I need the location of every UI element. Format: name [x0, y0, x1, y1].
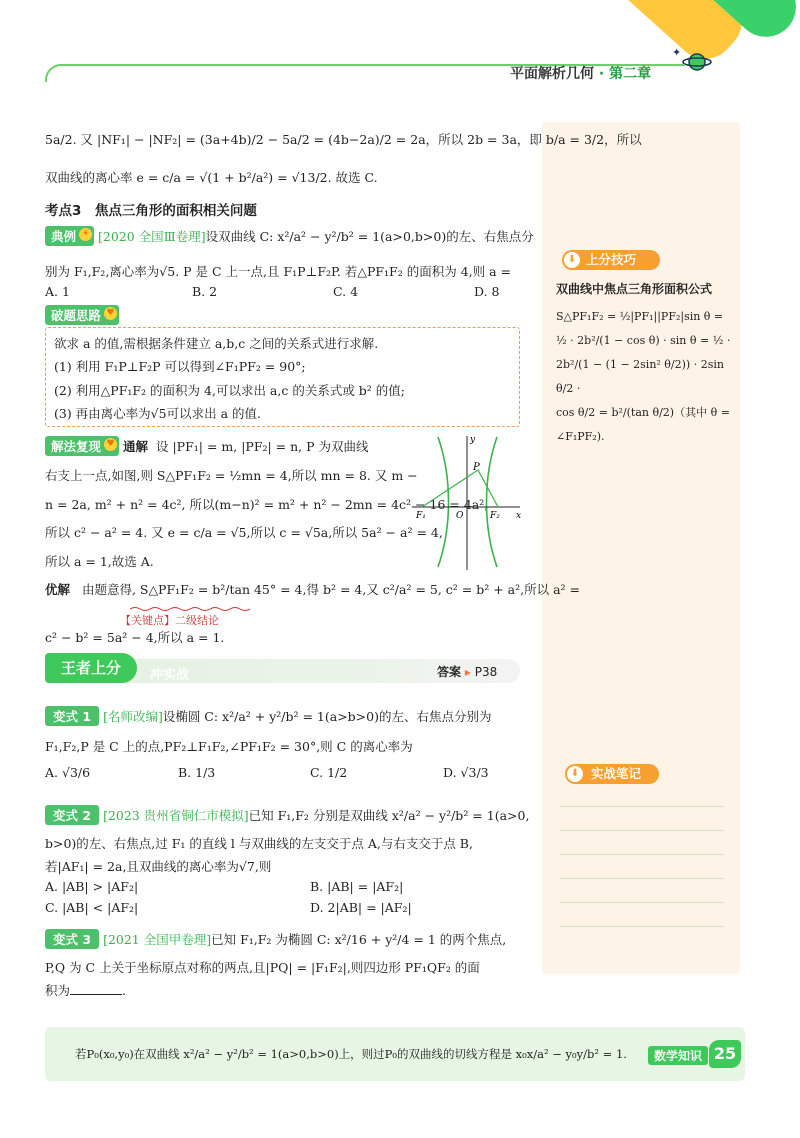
solution-text: 设 |PF₁| = m, |PF₂| = n, P 为双曲线	[155, 439, 369, 454]
text-line: 若|AF₁| = 2a,且双曲线的离心率为√7,则	[45, 859, 272, 874]
tip-badge-label: 上分技巧	[586, 252, 637, 267]
option-b: B. 2	[192, 284, 218, 299]
example-line	[45, 226, 534, 246]
option-a: A. |AB| > |AF₂|	[45, 879, 139, 894]
note-line	[560, 854, 724, 855]
variant-3-tag: 变式 3	[45, 929, 99, 949]
option-d: D. √3/3	[443, 765, 489, 780]
sparkle-icon: ✦	[672, 46, 682, 59]
option-a: A. 1	[45, 284, 70, 299]
example-text: 设双曲线 C: x²/a² − y²/b² = 1(a>0,b>0)的左、右焦点分	[205, 229, 534, 244]
text-line: n = 2a, m² + n² = 4c², 所以(m−n)² = m² + n² − 2mn = 4c² − 16 = 4a²,	[45, 497, 489, 512]
answer-page-ref[interactable]	[437, 663, 497, 680]
chapter-title: 第二章	[609, 66, 652, 82]
section-banner: 王者上分	[45, 653, 137, 683]
optimal-solution-line	[45, 580, 580, 598]
example-tag-label: 典例	[51, 229, 77, 244]
option-c: C. 1/2	[310, 765, 348, 780]
origin-label: O	[456, 511, 464, 521]
source-label: [名师改编]	[103, 709, 163, 724]
variant-text: 已知 F₁,F₂ 分别是双曲线 x²/a² − y²/b² = 1(a>0,	[248, 808, 530, 823]
text-line: 所以 c² − a² = 4. 又 e = c/a = √5,所以 c = √5a,所以 5a² − a² = 4,	[45, 525, 443, 540]
solution-tag-label: 解法复现	[51, 439, 102, 454]
text-line: P,Q 为 C 上关于坐标原点对称的两点,且|PQ| = |F₁F₂|,则四边形 PF₁QF₂ 的面	[45, 960, 480, 975]
source-label: [2020 全国Ⅲ卷理]	[98, 229, 206, 244]
formula-line: ½ · 2b²/(1 − cos θ) · sin θ = ½ ·	[556, 334, 731, 347]
note-line	[560, 902, 724, 903]
text-line: 别为 F₁,F₂,离心率为√5. P 是 C 上一点,且 F₁P⊥F₂P. 若△PF₁F₂ 的面积为 4,则 a =	[45, 264, 511, 279]
hyperbola-graph	[410, 432, 525, 572]
text-line: 右支上一点,如图,则 S△PF₁F₂ = ½mn = 4,所以 mn = 8. 又 m −	[45, 468, 418, 483]
tip-badge	[562, 250, 660, 270]
option-b: B. 1/3	[178, 765, 216, 780]
answer-page: P38	[474, 665, 498, 679]
variant-text: 积为	[45, 983, 71, 998]
option-c: C. |AB| < |AF₂|	[45, 900, 139, 915]
think-line: (3) 再由离心率为√5可以求出 a 的值.	[54, 406, 261, 421]
solution-text: 由题意得, S△PF₁F₂ = b²/tan 45° = 4,得 b² = 4,又 c²/a² = 5, c² = b² + a²,所以 a² =	[81, 582, 580, 597]
text-line: b>0)的左、右焦点,过 F₁ 的直线 l 与双曲线的左支交于点 A,与右支交于点 B,	[45, 836, 473, 851]
section-heading: 考点3 焦点三角形的面积相关问题	[45, 203, 257, 219]
think-line: (2) 利用△PF₁F₂ 的面积为 4,可以求出 a,c 的关系式或 b² 的值;	[54, 383, 405, 398]
subject-badge: 数学知识	[648, 1046, 708, 1065]
think-line: 欲求 a 的值,需根据条件建立 a,b,c 之间的关系式进行求解.	[54, 336, 379, 351]
text-line: 5a/2. 又 |NF₁| − |NF₂| = (3a+4b)/2 − 5a/2 = (4b−2a)/2 = 2a，所以 2b = 3a，即 b/a = 3/2，所以	[45, 132, 642, 147]
think-tag-label: 破题思路	[51, 308, 102, 323]
formula-line: ∠F₁PF₂).	[556, 430, 605, 443]
variant-1-tag: 变式 1	[45, 706, 99, 726]
variant-2-tag: 变式 2	[45, 805, 99, 825]
x-axis-label: x	[516, 511, 522, 521]
text-line: c² − b² = 5a² − 4,所以 a = 1.	[45, 630, 225, 645]
sun-icon: ☀	[79, 228, 92, 241]
answer-label: 答案	[437, 665, 462, 679]
section-title: 平面解析几何	[510, 66, 594, 82]
variant-3-line	[45, 929, 506, 949]
think-line: (1) 利用 F₁P⊥F₂P 可以得到∠F₁PF₂ = 90°;	[54, 359, 306, 374]
think-heading	[45, 305, 123, 325]
focus-f2-label: F₂	[490, 511, 500, 521]
formula-line: 2b²/(1 − (1 − 2sin² θ/2)) · 2sin θ/2 ·	[556, 358, 724, 395]
text-line: F₁,F₂,P 是 C 上的点,PF₂⊥F₁F₂,∠PF₁F₂ = 30°,则 C 的离心率为	[45, 739, 413, 754]
footer-tip: 若P₀(x₀,y₀)在双曲线 x²/a² − y²/b² = 1(a>0,b>0)上，则过P₀的双曲线的切线方程是 x₀x/a² − y₀y/b² = 1.	[75, 1047, 627, 1061]
note-line	[560, 806, 724, 807]
answer-blank[interactable]	[70, 983, 122, 995]
text-line: 积为 .	[45, 983, 126, 998]
y-axis-label: y	[470, 435, 476, 445]
source-label: [2023 贵州省铜仁市模拟]	[103, 808, 249, 823]
option-d: D. 8	[474, 284, 500, 299]
option-d: D. 2|AB| = |AF₂|	[310, 900, 412, 915]
note-line	[560, 878, 724, 879]
text-line: 双曲线的离心率 e = c/a = √(1 + b²/a²) = √13/2. 故选 C.	[45, 170, 378, 185]
keypoint-annotation: 【关键点】二级结论	[120, 614, 219, 627]
solution-line	[45, 436, 369, 456]
tip-body	[556, 305, 734, 449]
option-b: B. |AB| = |AF₂|	[310, 879, 404, 894]
option-c: C. 4	[333, 284, 359, 299]
formula-line: cos θ/2 = b²/(tan θ/2)（其中 θ =	[556, 406, 730, 419]
formula-line: S△PF₁F₂ = ½|PF₁||PF₂|sin θ =	[556, 310, 724, 323]
running-header	[510, 63, 651, 83]
notes-badge-label: 实战笔记	[591, 766, 642, 781]
note-line	[560, 830, 724, 831]
point-p-label: P	[473, 462, 480, 473]
planet-icon	[682, 50, 712, 74]
optimal-solution-label: 优解	[45, 582, 71, 597]
think-tag	[45, 305, 119, 325]
variant-1-line	[45, 706, 492, 726]
page-number: 25	[709, 1040, 741, 1068]
arrow-down-icon: ⬇	[564, 252, 580, 268]
arrow-down-icon: ⬇	[567, 766, 583, 782]
variant-text: 已知 F₁,F₂ 为椭圆 C: x²/16 + y²/4 = 1 的两个焦点,	[211, 932, 507, 947]
variant-text: 设椭圆 C: x²/a² + y²/b² = 1(a>b>0)的左、右焦点分别为	[162, 709, 492, 724]
notes-badge	[565, 764, 659, 784]
solution-tag	[45, 436, 119, 456]
header-dot: ·	[598, 66, 605, 82]
source-label: [2021 全国甲卷理]	[103, 932, 212, 947]
general-solution-label: 通解	[123, 439, 149, 454]
heart-icon: ♥	[104, 307, 117, 320]
focus-f1-label: F₁	[416, 511, 426, 521]
variant-2-line	[45, 805, 529, 825]
arrow-right-icon: ▸	[464, 665, 471, 679]
text-line: 所以 a = 1,故选 A.	[45, 554, 154, 569]
heart-icon: ♥	[104, 438, 117, 451]
example-tag	[45, 226, 94, 246]
tip-title: 双曲线中焦点三角形面积公式	[556, 282, 713, 296]
option-a: A. √3/6	[45, 765, 91, 780]
note-line	[560, 926, 724, 927]
practice-label: 冲实战	[150, 668, 190, 683]
